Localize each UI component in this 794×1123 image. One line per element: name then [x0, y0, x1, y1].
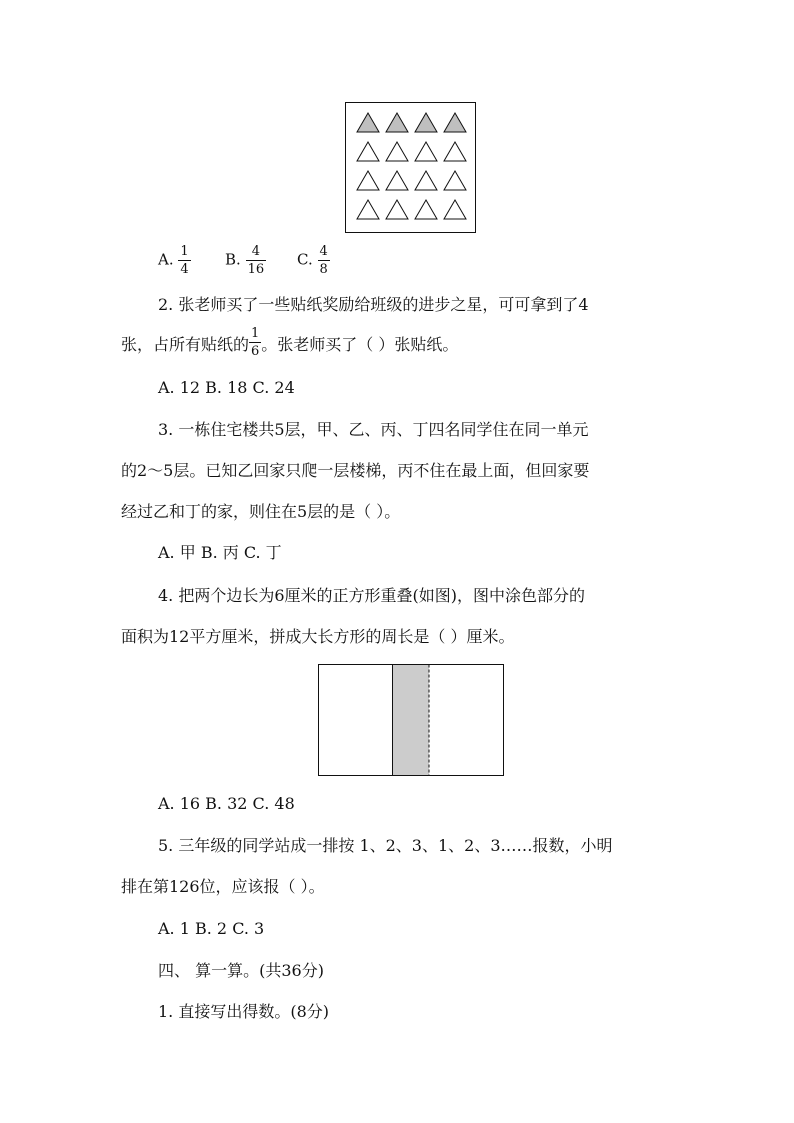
q2-fraction-numerator: 1	[251, 326, 260, 341]
triangle	[386, 171, 408, 190]
q2-line-1: 2. 张老师买了一些贴纸奖励给班级的进步之星，可可拿到了4	[158, 295, 589, 314]
q1-option-c-denominator: 8	[319, 262, 328, 277]
q3-line-3: 经过乙和丁的家，则住在5层的是（ ）。	[121, 502, 401, 521]
shaded-triangle	[386, 113, 408, 132]
q1-option-a[interactable]	[158, 245, 191, 276]
section-4-title: 四、 算一算。(共36分)	[158, 961, 324, 980]
q2-options[interactable]: A. 12 B. 18 C. 24	[158, 378, 295, 397]
triangle	[357, 200, 379, 219]
triangle	[415, 200, 437, 219]
triangle	[444, 142, 466, 161]
triangle	[357, 142, 379, 161]
triangle	[415, 171, 437, 190]
q3-line-2: 的2～5层。已知乙回家只爬一层楼梯，丙不住在最上面，但回家要	[121, 461, 590, 480]
q1-option-b-label: B.	[225, 250, 241, 269]
triangle	[386, 142, 408, 161]
q3-line-1: 3. 一栋住宅楼共5层，甲、乙、丙、丁四名同学住在同一单元	[158, 420, 589, 439]
q3-options[interactable]: A. 甲 B. 丙 C. 丁	[158, 543, 282, 562]
q1-option-b[interactable]	[225, 245, 266, 276]
q5-options[interactable]: A. 1 B. 2 C. 3	[158, 919, 265, 938]
q1-option-c[interactable]	[297, 245, 330, 276]
q2-fraction	[249, 327, 261, 358]
overlap-shaded-region	[392, 665, 429, 776]
q1-option-a-fraction	[178, 245, 190, 276]
q2-line-2-after: 。张老师买了（ ）张贴纸。	[261, 335, 459, 354]
q1-option-c-label: C.	[297, 250, 313, 269]
q2-fraction-denominator: 6	[251, 344, 260, 359]
section-4-sub-1: 1. 直接写出得数。(8分)	[158, 1002, 330, 1021]
triangle	[415, 142, 437, 161]
triangle	[444, 171, 466, 190]
q1-option-c-numerator: 4	[319, 244, 328, 259]
q1-option-a-denominator: 4	[180, 262, 189, 277]
shaded-triangle	[357, 113, 379, 132]
triangle	[444, 200, 466, 219]
q1-option-b-denominator: 16	[247, 262, 265, 277]
q1-option-c-fraction	[318, 245, 330, 276]
overlapping-squares-figure	[318, 664, 504, 776]
triangle-grid-figure	[345, 102, 476, 233]
q5-line-1: 5. 三年级的同学站成一排按 1、2、3、1、2、3……报数，小明	[158, 836, 613, 855]
q2-line-2-before: 张，占所有贴纸的	[121, 335, 250, 354]
q1-option-a-numerator: 1	[180, 244, 189, 259]
q1-option-b-fraction	[246, 245, 267, 276]
q4-options[interactable]: A. 16 B. 32 C. 48	[158, 794, 295, 813]
shaded-triangle	[415, 113, 437, 132]
triangle	[386, 200, 408, 219]
q1-option-b-numerator: 4	[251, 244, 260, 259]
q1-option-a-label: A.	[158, 250, 174, 269]
triangle	[357, 171, 379, 190]
q5-line-2: 排在第126位，应该报（ ）。	[121, 877, 325, 896]
shaded-triangle	[444, 113, 466, 132]
q4-line-2: 面积为12平方厘米，拼成大长方形的周长是（ ）厘米。	[121, 627, 515, 646]
q2-line-2	[121, 326, 459, 359]
q4-line-1: 4. 把两个边长为6厘米的正方形重叠(如图)，图中涂色部分的	[158, 586, 586, 605]
